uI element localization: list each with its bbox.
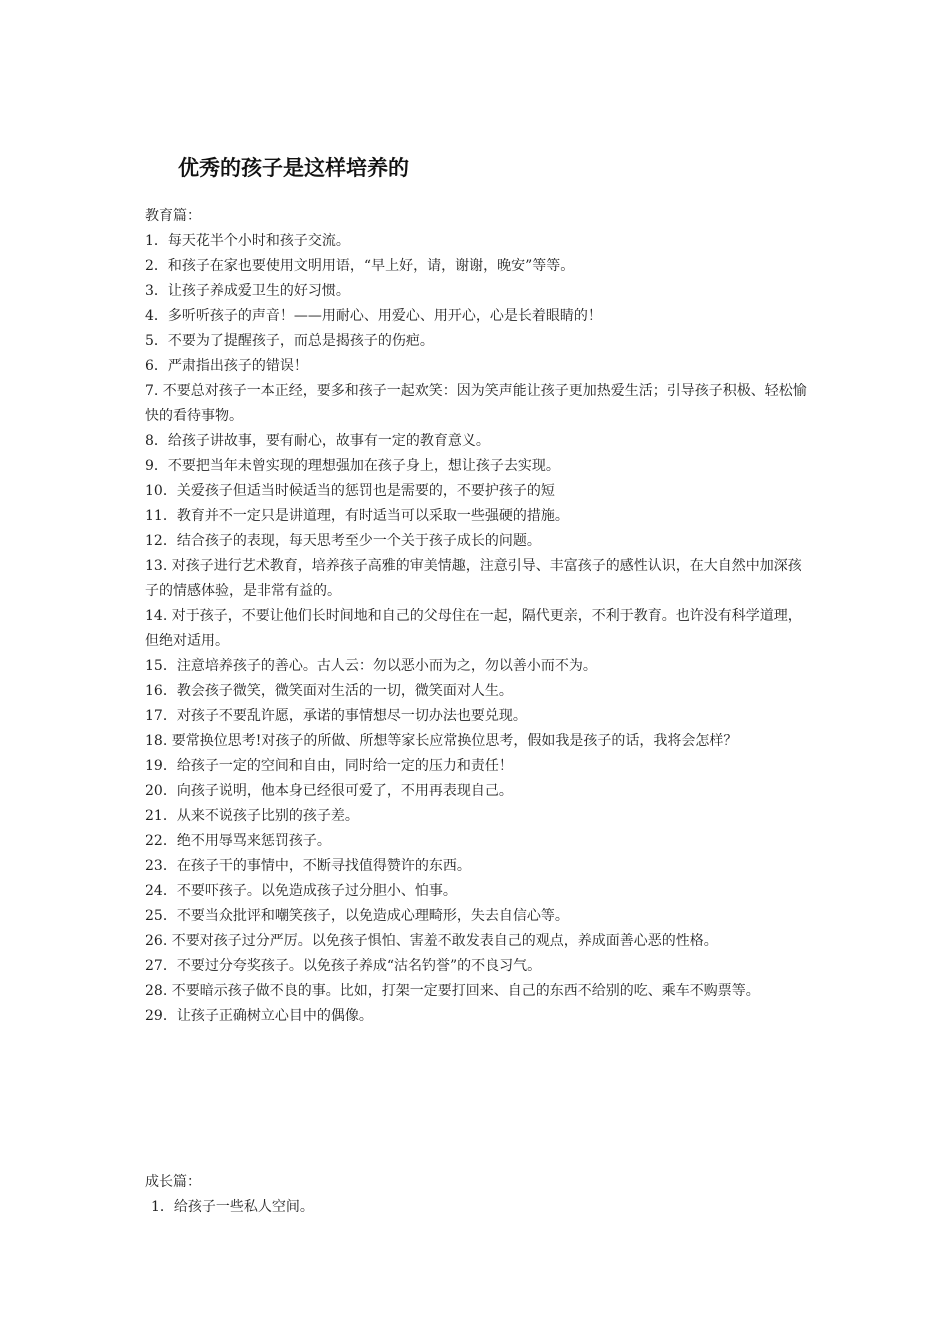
list-item: 7. 不要总对孩子一本正经，要多和孩子一起欢笑：因为笑声能让孩子更加热爱生活；引导孩子积极、轻松愉快的看待事物。 — [145, 383, 807, 424]
list-item: 16．教会孩子微笑，微笑面对生活的一切，微笑面对人生。 — [145, 683, 513, 699]
list-item: 3．让孩子养成爱卫生的好习惯。 — [145, 283, 350, 299]
list-item: 8．给孩子讲故事，要有耐心，故事有一定的教育意义。 — [145, 433, 490, 449]
list-item: 1．每天花半个小时和孩子交流。 — [145, 233, 350, 249]
list-item: 1．给孩子一些私人空间。 — [151, 1199, 314, 1215]
list-item: 6．严肃指出孩子的错误！ — [145, 358, 308, 374]
list-item: 20．向孩子说明，他本身已经很可爱了，不用再表现自己。 — [145, 783, 513, 799]
list-item: 11．教育并不一定只是讲道理，有时适当可以采取一些强硬的措施。 — [145, 508, 569, 524]
list-item: 4．多听听孩子的声音！——用耐心、用爱心、用开心，心是长着眼睛的！ — [145, 308, 602, 324]
section-education — [145, 204, 813, 1029]
list-item: 5．不要为了提醒孩子，而总是揭孩子的伤疤。 — [145, 333, 434, 349]
list-item: 18. 要常换位思考!对孩子的所做、所想等家长应常换位思考，假如我是孩子的话，我将会怎样？ — [145, 733, 738, 749]
list-item: 10．关爱孩子但适当时候适当的惩罚也是需要的，不要护孩子的短 — [145, 483, 555, 499]
list-item: 12．结合孩子的表现，每天思考至少一个关于孩子成长的问题。 — [145, 533, 541, 549]
section-heading-growth: 成长篇： — [145, 1174, 201, 1190]
document-title: 优秀的孩子是这样培养的 — [178, 156, 409, 180]
list-item: 24．不要吓孩子。以免造成孩子过分胆小、怕事。 — [145, 883, 457, 899]
growth-item-list — [145, 1195, 813, 1220]
list-item: 14. 对于孩子，不要让他们长时间地和自己的父母住在一起，隔代更亲，不利于教育。也许没有科学道理，但绝对适用。 — [145, 608, 802, 649]
list-item: 25．不要当众批评和嘲笑孩子，以免造成心理畸形，失去自信心等。 — [145, 908, 569, 924]
list-item: 2．和孩子在家也要使用文明用语，“早上好，请，谢谢，晚安”等等。 — [145, 258, 575, 274]
list-item: 19．给孩子一定的空间和自由，同时给一定的压力和责任！ — [145, 758, 513, 774]
list-item: 17．对孩子不要乱许愿，承诺的事情想尽一切办法也要兑现。 — [145, 708, 527, 724]
list-item: 9．不要把当年未曾实现的理想强加在孩子身上，想让孩子去实现。 — [145, 458, 560, 474]
list-item: 28. 不要暗示孩子做不良的事。比如，打架一定要打回来、自己的东西不给别的吃、乘车不购票等。 — [145, 983, 760, 999]
list-item: 22．绝不用辱骂来惩罚孩子。 — [145, 833, 331, 849]
list-item: 15．注意培养孩子的善心。古人云：勿以恶小而为之，勿以善小而不为。 — [145, 658, 597, 674]
section-growth — [145, 1170, 813, 1220]
education-item-list — [145, 229, 813, 1029]
list-item: 13. 对孩子进行艺术教育，培养孩子高雅的审美情趣，注意引导、丰富孩子的感性认识，在大自然中加深孩子的情感体验，是非常有益的。 — [145, 558, 802, 599]
list-item: 27．不要过分夸奖孩子。以免孩子养成“沽名钓誉”的不良习气。 — [145, 958, 542, 974]
list-item: 23．在孩子干的事情中，不断寻找值得赞许的东西。 — [145, 858, 471, 874]
list-item: 29．让孩子正确树立心目中的偶像。 — [145, 1008, 373, 1024]
list-item: 21．从来不说孩子比别的孩子差。 — [145, 808, 359, 824]
section-heading-education: 教育篇： — [145, 208, 201, 224]
list-item: 26. 不要对孩子过分严厉。以免孩子惧怕、害羞不敢发表自己的观点，养成面善心恶的性格。 — [145, 933, 718, 949]
